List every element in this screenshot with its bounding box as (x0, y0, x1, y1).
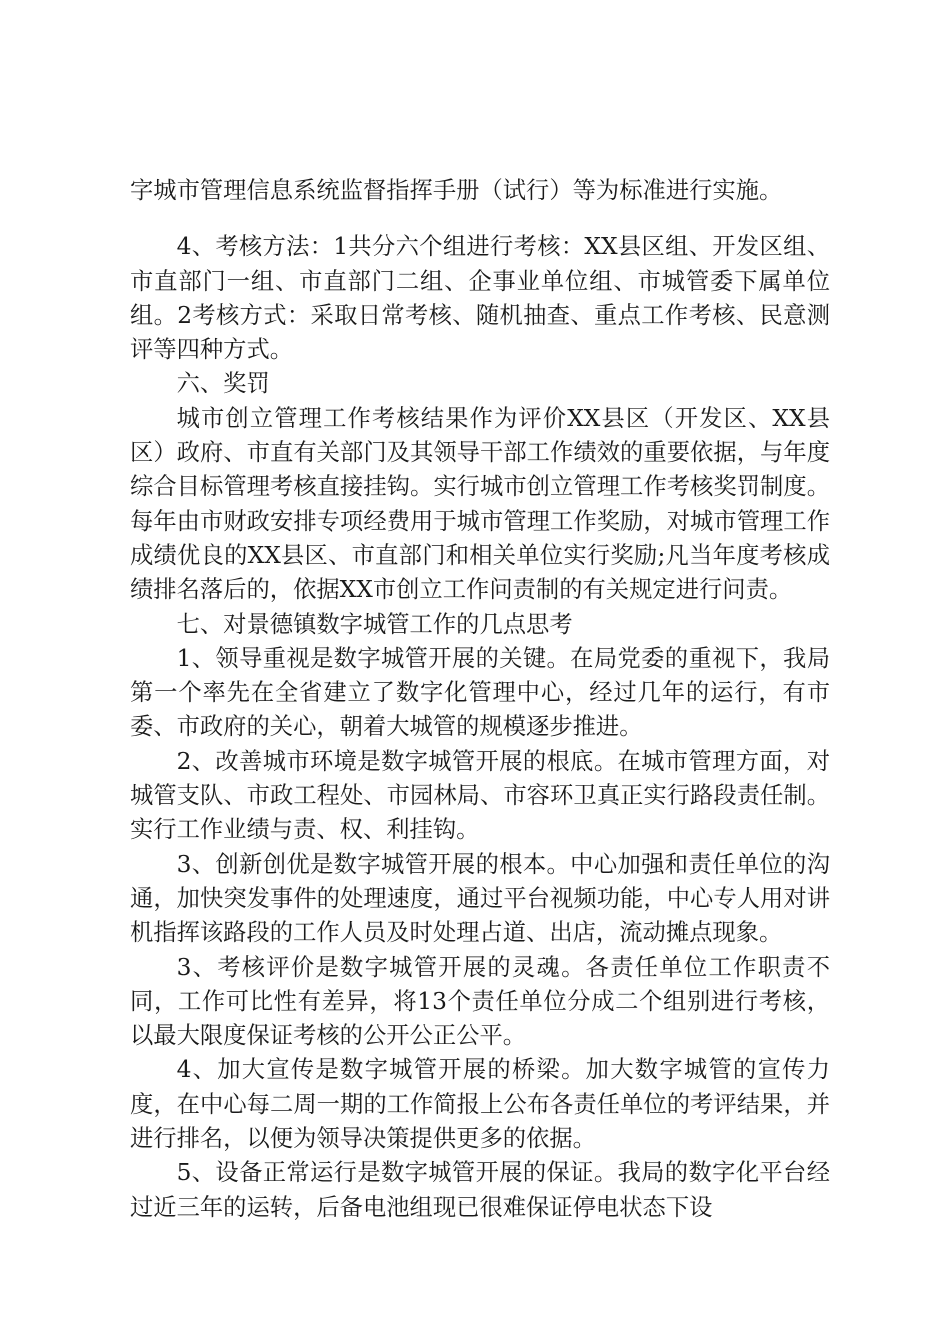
paragraph-point-2: 2、改善城市环境是数字城管开展的根底。在城市管理方面，对城管支队、市政工程处、市园林局、市容环卫真正实行路段责任制。实行工作业绩与责、权、利挂钩。 (130, 747, 830, 844)
paragraph-point-3a: 3、创新创优是数字城管开展的根本。中心加强和责任单位的沟通，加快突发事件的处理速度，通过平台视频功能，中心专人用对讲机指挥该路段的工作人员及时处理占道、出店，流动摊点现象。 (130, 850, 830, 947)
paragraph-point-3b: 3、考核评价是数字城管开展的灵魂。各责任单位工作职责不同，工作可比性有差异，将13个责任单位分成二个组别进行考核，以最大限度保证考核的公开公正公平。 (130, 953, 830, 1050)
document-body (130, 174, 830, 1225)
paragraph-rewards: 城市创立管理工作考核结果作为评价XX县区（开发区、XX县区）政府、市直有关部门及其领导干部工作绩效的重要依据，与年度综合目标管理考核直接挂钩。实行城市创立管理工作考核奖罚制度。每年由市财政安排专项经费用于城市管理工作奖励，对城市管理工作成绩优良的XX县区、市直部门和相关单位实行奖励;凡当年度考核成绩排名落后的，依据XX市创立工作问责制的有关规定进行问责。 (130, 404, 830, 604)
paragraph-continuation: 字城市管理信息系统监督指挥手册（试行）等为标准进行实施。 (130, 177, 783, 204)
paragraph-assessment-method: 4、考核方法：1共分六个组进行考核：XX县区组、开发区组、市直部门一组、市直部门二组、企事业单位组、市城管委下属单位组。2考核方式：采取日常考核、随机抽查、重点工作考核、民意测评等四种方式。 (130, 233, 830, 364)
paragraph-point-1: 1、领导重视是数字城管开展的关键。在局党委的重视下，我局第一个率先在全省建立了数字化管理中心，经过几年的运行，有市委、市政府的关心，朝着大城管的规模逐步推进。 (130, 644, 830, 741)
section-heading-rewards: 六、奖罚 (176, 370, 270, 398)
paragraph-point-5: 5、设备正常运行是数字城管开展的保证。我局的数字化平台经过近三年的运转，后备电池组现已很难保证停电状态下设 (130, 1159, 830, 1221)
section-heading-thoughts: 七、对景德镇数字城管工作的几点思考 (176, 610, 573, 638)
paragraph-point-4: 4、加大宣传是数字城管开展的桥梁。加大数字城管的宣传力度，在中心每二周一期的工作简报上公布各责任单位的考评结果，并进行排名，以便为领导决策提供更多的依据。 (130, 1056, 830, 1153)
